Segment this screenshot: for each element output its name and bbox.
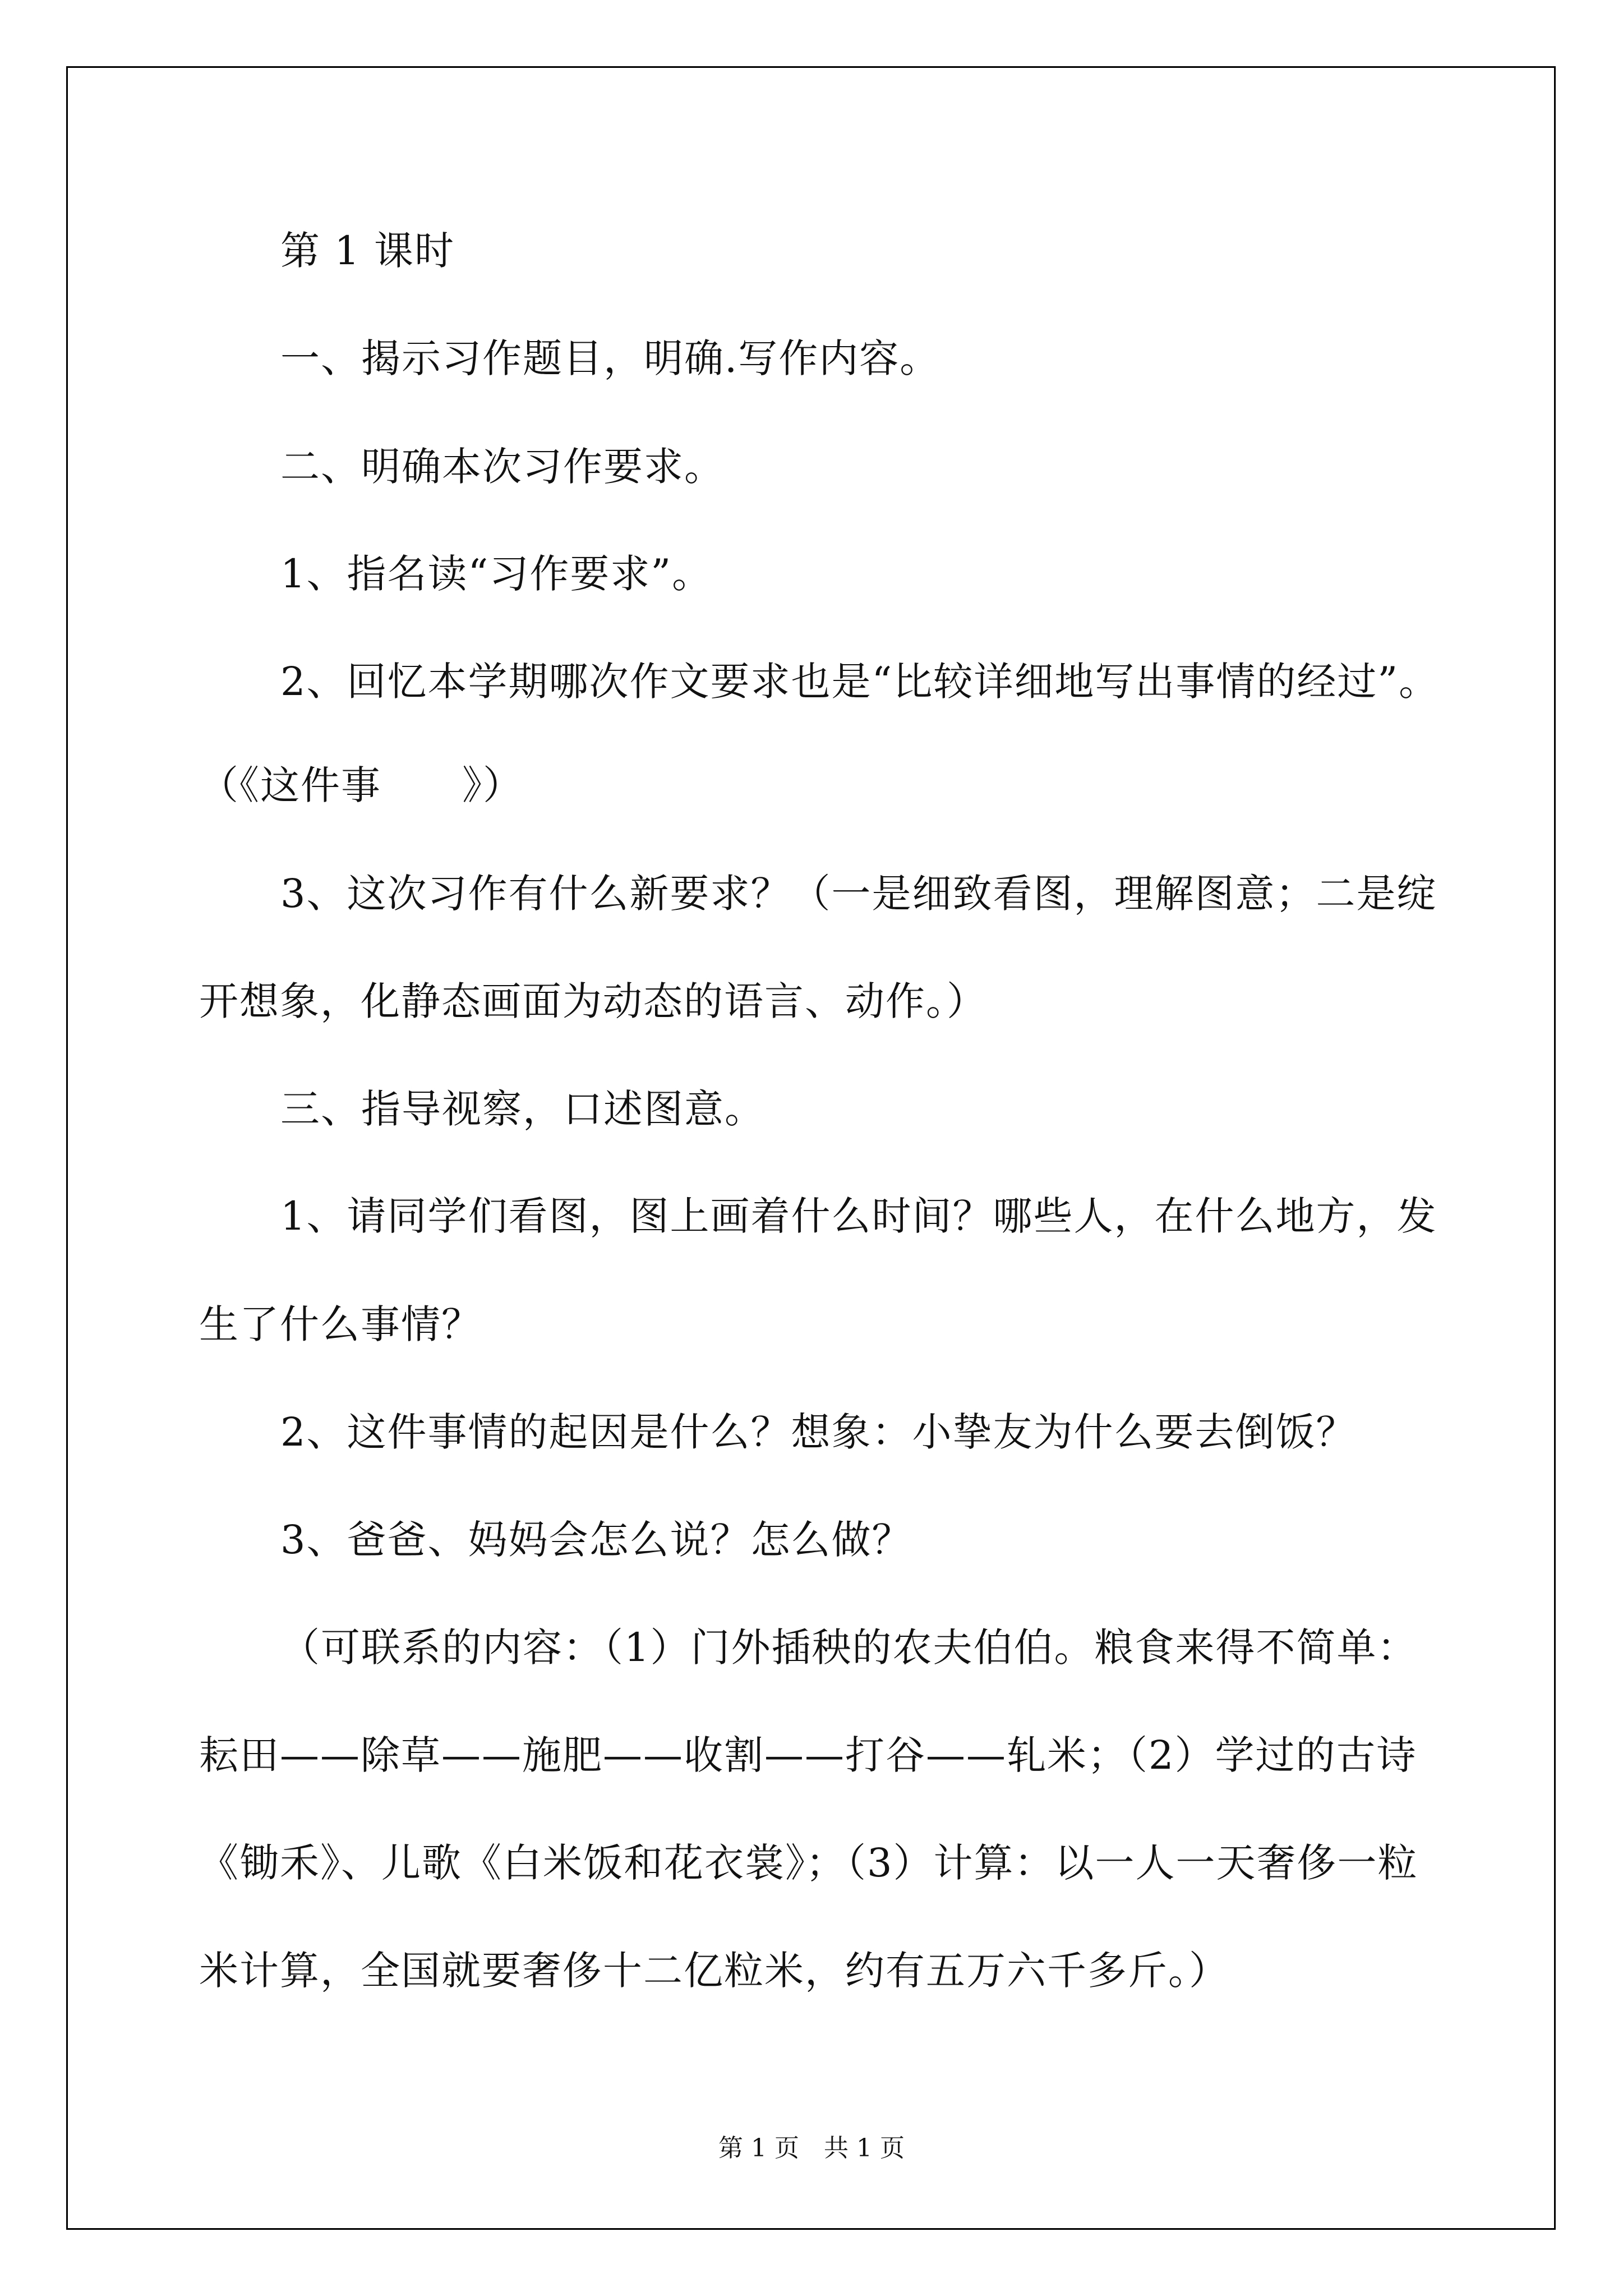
paragraph-line: （可联系的内容：（1）门外插秧的农夫伯伯。粮食来得不简单： (280, 1625, 1418, 1671)
paragraph-line: 1、指名读“习作要求”。 (280, 551, 713, 597)
paragraph-line: 2、这件事情的起因是什么？想象：小挚友为什么要去倒饭？ (280, 1409, 1357, 1455)
page-footer: 第 1 页 共 1 页 (718, 2134, 905, 2162)
paragraph-line: 三、指导视察，口述图意。 (280, 1086, 765, 1132)
paragraph-line: 3、爸爸、妈妈会怎么说？怎么做？ (280, 1517, 912, 1563)
paragraph-line: 耘田——除草——施肥——收割——打谷——轧米；（2）学过的古诗 (199, 1732, 1417, 1778)
paragraph-line: 3、这次习作有什么新要求？（一是细致看图，理解图意；二是绽 (280, 871, 1437, 917)
paragraph-line: 1、请同学们看图，图上画着什么时间？哪些人，在什么地方，发 (280, 1193, 1437, 1239)
paragraph-line: 开想象，化静态画面为动态的语言、动作。） (199, 978, 987, 1024)
page-border (66, 66, 1556, 2230)
paragraph-line: 二、明确本次习作要求。 (280, 444, 725, 490)
paragraph-line: 一、揭示习作题目，明确.写作内容。 (280, 335, 940, 381)
paragraph-line: 米计算，全国就要奢侈十二亿粒米，约有五万六千多斤。） (199, 1948, 1229, 1994)
paragraph-line: （《这件事 》） (199, 762, 523, 808)
paragraph-line: 《锄禾》、儿歌《白米饭和花衣裳》；（3）计算：以一人一天奢侈一粒 (199, 1840, 1418, 1886)
paragraph-line: 生了什么事情？ (199, 1301, 482, 1347)
lesson-heading: 第 1 课时 (280, 228, 455, 274)
paragraph-line: 2、回忆本学期哪次作文要求也是“比较详细地写出事情的经过”。 (280, 659, 1440, 705)
